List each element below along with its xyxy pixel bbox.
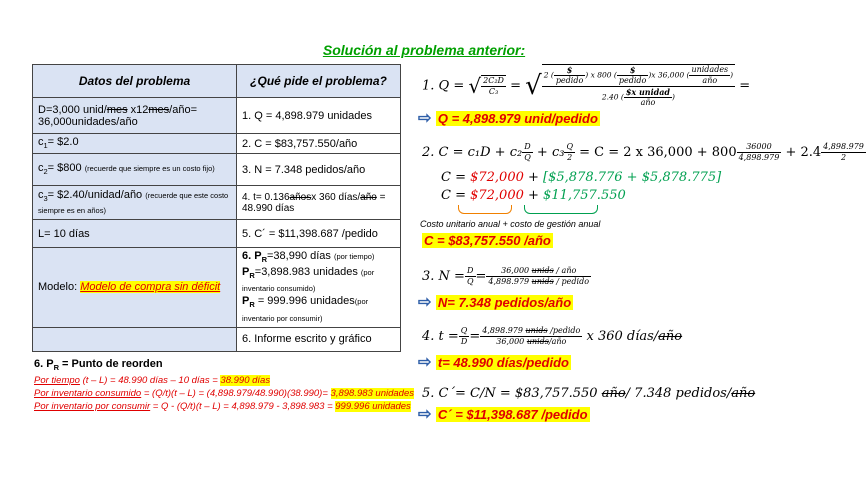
cell-informe: 6. Informe escrito y gráfico (237, 327, 401, 351)
cell-demand: D=3,000 unid/mes x12mes/año= 36,000unidades/año (33, 98, 237, 134)
reorder-title: 6. $P_R$ = Punto de reorden (34, 358, 163, 373)
step-5-result: ⇨ C´ = $11,398.687 /pedido (418, 406, 588, 423)
arrow-right-icon: ⇨ (418, 406, 432, 423)
table-row (33, 327, 401, 351)
arrow-right-icon: ⇨ (418, 294, 432, 311)
step-2-note: Costo unitario anual + costo de gestión anual (420, 219, 601, 229)
orange-brace (458, 205, 512, 214)
table-row (33, 186, 401, 220)
step-4-result: ⇨ t= 48.990 días/pedido (418, 354, 569, 371)
problem-table (32, 64, 401, 352)
table-header-row (33, 65, 401, 98)
table-row (33, 154, 401, 186)
table-row (33, 248, 401, 328)
step-4-formula: 4. t = $\frac{Q}{D}$ = $\frac{\text{4,898.979 unids /pedido}}{\text{36,000 unids/año}}$ x 360 días/año (422, 326, 683, 346)
step-2-formula: 2. C = c₁D + c₂ $\frac{D}{Q}$ + c₃ $\frac{Q}{2}$ = C = 2 x 36,000 + 800 $\frac{36000}{4,898.979}$ + 2.4 $\frac{4,898.979}{2}$ (422, 142, 864, 162)
reorder-section (34, 358, 414, 413)
cell-c2: $c_2=$ $800 (recuerde que siempre es un costo fijo) (33, 154, 237, 186)
cell-c3: $c_3=$ $2.40/unidad/año (recuerde que este costo siempre es en años) (33, 186, 237, 220)
green-brace (524, 205, 598, 214)
step-3-result: ⇨ N= 7.348 pedidos/año (418, 294, 572, 311)
step-3-formula: 3. N = $\frac{D}{Q}$ = $\frac{\text{36,000 unids / año}}{\text{4,898.979 unids / pedido}}$ (422, 266, 590, 286)
reorder-line-time: Por tiempo (t – L) = 48.990 días – 10 días = 38.990 días (34, 375, 271, 387)
reorder-line-consumed: Por inventario consumido = (Q/t)(t – L) = (4,898.979/48.990)(38.990)= 3,898.983 unidades (34, 388, 414, 400)
step-2-line-3: C = $72,000 + $11,757.550 (441, 188, 626, 203)
cell-q: 1. Q = 4,898.979 unidades (237, 98, 401, 134)
reorder-line-toconsume: Por inventario por consumir = Q - (Q/t)(t – L) = 4,898.979 - 3,898.983 = 999.996 unidades (34, 401, 411, 413)
table-row (33, 134, 401, 154)
table-row (33, 220, 401, 248)
cell-modelo: Modelo: Modelo de compra sin déficit (33, 248, 237, 328)
cell-empty (33, 327, 237, 351)
header-pide: ¿Qué pide el problema? (237, 65, 401, 98)
page-title: Solución al problema anterior: (322, 42, 526, 58)
step-1-result: ⇨ Q = 4,898.979 unid/pedido (418, 110, 598, 127)
cell-n: 3. N = 7.348 pedidos/año (237, 154, 401, 186)
cell-cprime: 5. C´ = $11,398.687 /pedido (237, 220, 401, 248)
step-2-result: C = $83,757.550 /año (424, 233, 551, 248)
table-row (33, 98, 401, 134)
cell-l: L= 10 días (33, 220, 237, 248)
header-datos: Datos del problema (33, 65, 237, 98)
cell-c: 2. C = $83,757.550/año (237, 134, 401, 154)
step-5-formula: 5. C´= C/N = $83,757.550 año/ 7.348 pedidos/año (422, 386, 756, 401)
cell-c1: $c_1=$ $2.0 (33, 134, 237, 154)
cell-pr: 6. $P_R=38,990$ días (por tiempo) $P_R=3,898.983$ unidades (por inventario consumido) $P_R = 999.996$ unidades(por inventario por consumir) (237, 248, 401, 328)
step-2-line-2: C = $72,000 + [$5,878.776 + $5,878.775] (441, 170, 722, 185)
cell-t: 4. t= 0.136añosx 360 días/año = 48.990 días (237, 186, 401, 220)
step-1-formula: 1. Q = √ $\frac{\text{2C₂D}}{\text{C₃}}$ = √ 2 ( $\frac{\$}{\text{pedido}}$ ) x 800 ( $\frac{\$}{\text{pedido}}$ )x 36,000 ( $\frac{\text{unidades}}{\text{año}}$ ) 2.40 ( $\frac{\text{\$x unidad}}{\text{año}}$ ) = (422, 65, 751, 107)
arrow-right-icon: ⇨ (418, 354, 432, 371)
arrow-right-icon: ⇨ (418, 110, 432, 127)
